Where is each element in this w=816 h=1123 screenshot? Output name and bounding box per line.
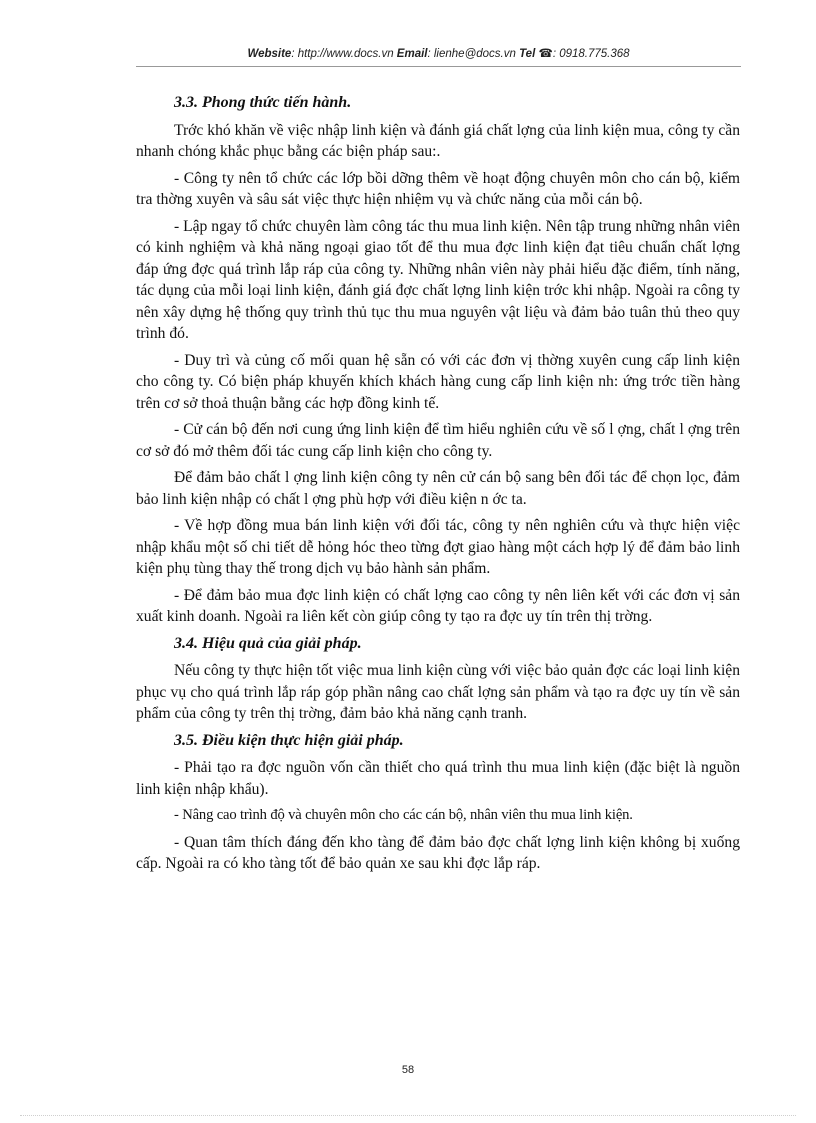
header-divider	[136, 66, 741, 67]
page-bottom-border	[20, 1115, 796, 1116]
paragraph: - Để đảm bảo mua đợc linh kiện có chất lợng cao công ty nên liên kết với các đơn vị sản xuất kinh doanh. Ngoài ra liên kết còn giúp công ty tạo ra đợc uy tín trên thị trờng.	[136, 586, 740, 625]
paragraph: - Duy trì và củng cố mối quan hệ sẵn có với các đơn vị thờng xuyên cung cấp linh kiện cho công ty. Có biện pháp khuyến khích khách hàng cung cấp linh kiện nh: ứng trớc tiền hàng trên cơ sở thoả thuận bằng các hợp đồng kinh tế.	[136, 351, 740, 412]
document-body	[136, 90, 740, 880]
page-number: 58	[401, 1064, 415, 1076]
paragraph: - Quan tâm thích đáng đến kho tàng để đảm bảo đợc chất lợng linh kiện không bị xuống cấp. Ngoài ra có kho tàng tốt để bảo quản xe sau khi đợc lắp ráp.	[136, 833, 740, 872]
section-heading-3-5: 3.5. Điều kiện thực hiện giải pháp.	[174, 731, 404, 749]
website-label: Website	[247, 48, 292, 60]
paragraph: - Nâng cao trình độ và chuyên môn cho các cán bộ, nhân viên thu mua linh kiện.	[174, 807, 633, 823]
paragraph: - Công ty nên tổ chức các lớp bồi dỡng thêm về hoạt động chuyên môn cho cán bộ, kiểm tra thờng xuyên và sâu sát việc thực hiện nhiệm vụ và chức năng của mỗi cán bộ.	[136, 169, 740, 208]
page-header	[136, 46, 741, 60]
telephone-icon: ☎	[538, 48, 553, 60]
paragraph: Nếu công ty thực hiện tốt việc mua linh kiện cùng với việc bảo quản đợc các loại linh kiện phục vụ cho quá trình lắp ráp góp phần nâng cao chất lợng sản phẩm và tạo ra đợc uy tín về sản phẩm của công ty trên thị trờng, đảm bảo khả năng cạnh tranh.	[136, 662, 740, 722]
paragraph: - Cử cán bộ đến nơi cung ứng linh kiện để tìm hiểu nghiên cứu về số l ợng, chất l ợng trên cơ sở đó mở thêm đối tác cung cấp linh kiện cho công ty.	[136, 421, 740, 460]
paragraph: - Phải tạo ra đợc nguồn vốn cần thiết cho quá trình thu mua linh kiện (đặc biệt là nguồn linh kiện nhập khẩu).	[136, 759, 740, 798]
paragraph: Để đảm bảo chất l ợng linh kiện công ty nên cử cán bộ sang bên đối tác để chọn lọc, đảm bảo linh kiện nhập có chất l ợng phù hợp với điều kiện n ớc ta.	[136, 469, 740, 508]
tel-label: Tel	[519, 48, 536, 60]
section-heading-3-3: 3.3. Phong thức tiến hành.	[174, 94, 352, 111]
paragraph: Trớc khó khăn về việc nhập linh kiện và đánh giá chất lợng của linh kiện mua, công ty cần nhanh chóng khắc phục bằng các biện pháp sau:.	[136, 121, 740, 160]
section-heading-3-4: 3.4. Hiệu quả của giải pháp.	[174, 634, 362, 652]
paragraph: - Lập ngay tổ chức chuyên làm công tác thu mua linh kiện. Nên tập trung những nhân viên có kinh nghiệm và khả năng ngoại giao tốt để thu mua đợc linh kiện đạt tiêu chuẩn chất lợng đáp ứng đợc quá trình lắp ráp của công ty. Những nhân viên này phải hiểu đặc điểm, tính năng, tác dụng của mỗi loại linh kiện, đánh giá đợc chất lợng linh kiện trớc khi nhập. Ngoài ra công ty nên xây dựng hệ thống quy trình thủ tục thu mua nguyên vật liệu và đảm bảo tuân thủ theo quy trình đó.	[136, 217, 740, 342]
website-value: : http://www.docs.vn	[291, 48, 394, 60]
email-value: : lienhe@docs.vn	[427, 48, 516, 60]
paragraph: - Về hợp đồng mua bán linh kiện với đối tác, công ty nên nghiên cứu và thực hiện việc nhập khẩu một số chi tiết dễ hỏng hóc theo từng đợt giao hàng một cách hợp lý để đảm bảo linh kiện phụ tùng thay thế trong dịch vụ bảo hành sản phẩm.	[136, 517, 740, 577]
email-label: Email	[396, 48, 428, 60]
tel-value: : 0918.775.368	[552, 48, 630, 60]
